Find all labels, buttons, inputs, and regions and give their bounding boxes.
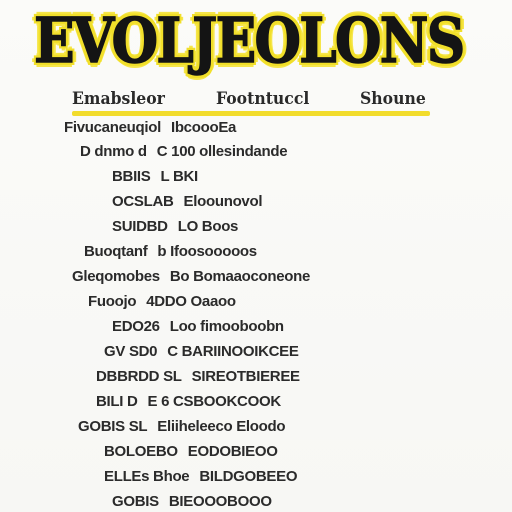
list-item (72, 265, 310, 287)
list-item-right: L BKI (160, 167, 198, 185)
headline-block (26, 6, 472, 76)
list-item-left: DBBRDD SL (96, 367, 182, 385)
list-item-right: EODOBIEOO (187, 442, 278, 460)
list-item (64, 116, 236, 138)
list-item-left: GV SD0 (104, 342, 158, 360)
subtitle-right: Shoune (360, 89, 427, 109)
subtitle-left: Emabsleor (72, 89, 165, 109)
list-item (96, 390, 281, 412)
subtitle-middle: Footntuccl (216, 89, 310, 109)
list-item-right: E 6 CSBOOKCOOK (147, 392, 281, 410)
list-item-left: Gleqomobes (72, 267, 160, 285)
list-item (84, 240, 257, 262)
list-item-right: Bo Bomaaoconeone (169, 267, 311, 285)
list-item-right: b Ifoosooooos (157, 242, 257, 260)
list-item-left: Fivucaneuqiol (64, 118, 161, 136)
list-item-right: 4DDO Oaaoo (146, 292, 236, 310)
list-item (104, 440, 278, 462)
list-item (88, 290, 236, 312)
list-item-right: BILDGOBEEO (199, 467, 298, 485)
list-item (104, 340, 299, 362)
list-item-left: ELLEs Bhoe (104, 467, 190, 485)
list-item (104, 465, 297, 487)
list-item (80, 140, 287, 162)
list-item-right: Loo fimooboobn (169, 317, 284, 335)
list-item-right: BIEOOOBOOO (168, 492, 272, 510)
list-item-right: Eliiheleeco Eloodo (157, 417, 286, 435)
list-item-left: BBIIS (112, 167, 151, 185)
list-item-right: LO Boos (177, 217, 239, 235)
list-item (78, 415, 285, 437)
list-item-left: Fuoojo (88, 292, 137, 310)
list-item-left: GOBIS SL (78, 417, 148, 435)
list-item (112, 190, 262, 212)
list-item-left: D dnmo d (80, 142, 147, 160)
list-item-left: GOBIS (112, 492, 159, 510)
list-item-left: EDO26 (112, 317, 160, 335)
list-item-left: Buoqtanf (84, 242, 148, 260)
headline-title: EVOLJEOLONS (34, 4, 464, 77)
list-item-right: Eloounovol (183, 192, 263, 210)
list-item-right: C 100 ollesindande (156, 142, 288, 160)
list-item-left: BOLOEBO (104, 442, 178, 460)
list-item-right: SIREOTBIEREE (191, 367, 300, 385)
subtitle-line (72, 86, 432, 112)
list-item-right: IbcoooEa (170, 118, 237, 136)
list-item-left: BILI D (96, 392, 138, 410)
list-item-right: C BARIINOOIKCEE (167, 342, 299, 360)
list-item (96, 365, 300, 387)
list-item-left: SUIDBD (112, 217, 168, 235)
list-item (112, 165, 198, 187)
list-item (112, 215, 238, 237)
list-item (112, 490, 272, 512)
list-item (112, 315, 284, 337)
list-item-left: OCSLAB (112, 192, 174, 210)
